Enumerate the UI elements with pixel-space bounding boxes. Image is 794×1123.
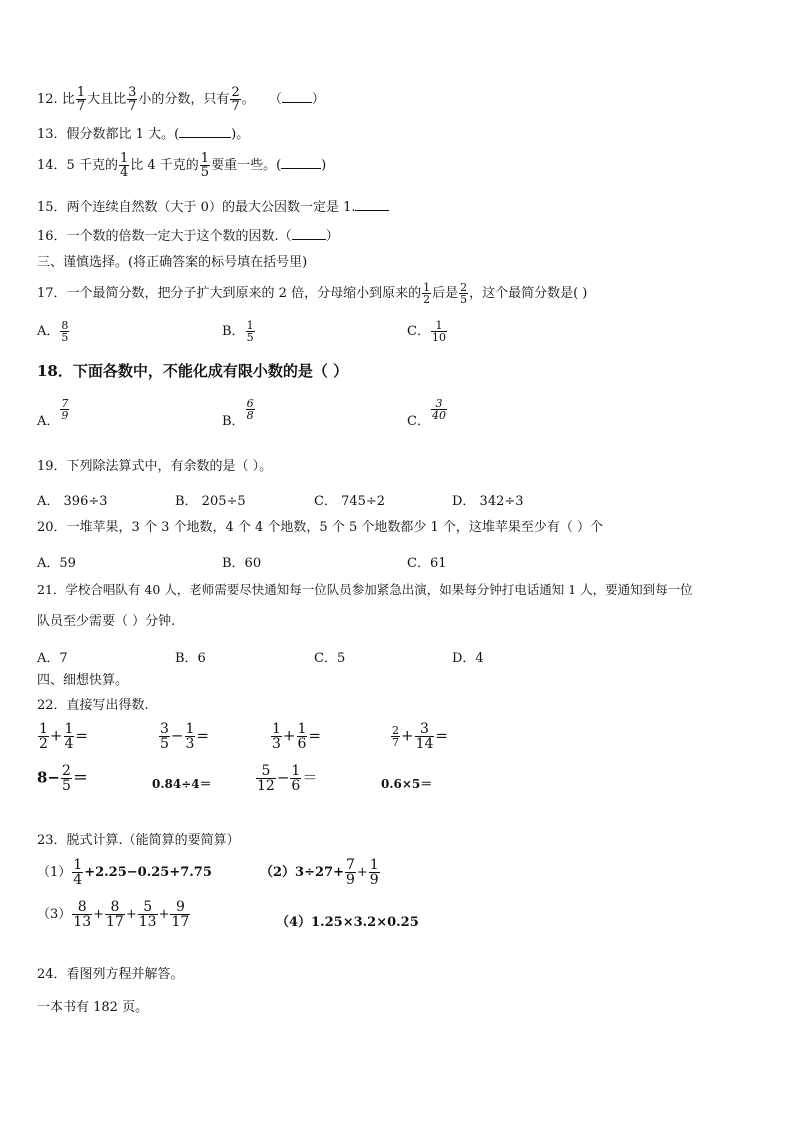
q17-text-2: 后是 <box>432 286 459 301</box>
q17-option-a[interactable]: A． $\frac{8}{5}$ <box>37 319 69 344</box>
q12-paren-right: ） <box>311 92 325 107</box>
q18-option-b-fraction: $\frac{6}{8}$ <box>246 397 254 422</box>
q20-option-c[interactable]: C．61 <box>407 556 447 571</box>
q17-fraction-2: $\frac{2}{5}$ <box>460 281 468 306</box>
q18-option-a[interactable]: A． $\frac{7}{9}$ <box>37 397 69 429</box>
q17-option-b[interactable]: B． $\frac{1}{5}$ <box>222 319 254 344</box>
question-16 <box>37 230 339 243</box>
section-3-heading: 三、谨慎选择。(将正确答案的标号填在括号里) <box>37 255 308 270</box>
q14-text-3: 要重一些。( <box>211 158 282 173</box>
q21-option-a[interactable]: A．7 <box>37 651 68 666</box>
question-21-line-1: 21．学校合唱队有 40 人，老师需要尽快通知每一位队员参加紧急出演，如果每分钟打电话通知 1 人，要通知到每一位 <box>37 582 693 597</box>
q18-option-a-fraction: $\frac{7}{9}$ <box>61 397 69 422</box>
q19-option-a[interactable]: A． 396÷3 <box>37 494 108 509</box>
question-22-title: 22．直接写出得数. <box>37 698 149 713</box>
q22-expr-6: 0.84÷4＝ <box>152 777 212 791</box>
question-23-title: 23．脱式计算.（能简算的要简算） <box>37 833 240 848</box>
q14-text-2: 比 4 千克的 <box>130 158 199 173</box>
q23-expr-3: （3） $\frac{8}{13}$ + $\frac{8}{17}$ + $\frac{5}{13}$ + $\frac{9}{17}$ <box>37 899 190 930</box>
q23-expr-4: （4）1.25×3.2×0.25 <box>276 915 419 930</box>
q15-text: 15．两个连续自然数（大于 0）的最大公因数一定是 1. <box>37 200 356 215</box>
q12-text-2: 大且比 <box>87 92 127 107</box>
q12-paren-left: （ <box>268 92 282 107</box>
q22-expr-5: 8− $\frac{2}{5}$ ＝ <box>37 763 88 794</box>
q14-answer-blank[interactable] <box>281 168 321 169</box>
q17-text-1: 17．一个最简分数，把分子扩大到原来的 2 倍，分母缩小到原来的 <box>37 286 422 301</box>
q12-fraction-3: $\frac{2}{7}$ <box>231 85 240 114</box>
question-14 <box>37 152 326 179</box>
q12-text-4: 。 <box>241 92 255 107</box>
q16-tail: ） <box>325 229 339 244</box>
q13-tail: )。 <box>231 127 250 142</box>
q12-text-1: 比 <box>61 92 75 107</box>
q19-option-b[interactable]: B． 205÷5 <box>175 494 246 509</box>
question-20: 20．一堆苹果，3 个 3 个地数，4 个 4 个地数，5 个 5 个地数都少 1 个，这堆苹果至少有（ ）个 <box>37 520 604 535</box>
q22-expr-4: $\frac{2}{7}$ + $\frac{3}{14}$ = <box>392 721 448 752</box>
question-18 <box>37 364 348 379</box>
q21-option-b[interactable]: B．6 <box>175 651 206 666</box>
q13-text: 13．假分数都比 1 大。( <box>37 127 180 142</box>
q17-fraction-1: $\frac{1}{2}$ <box>423 281 431 306</box>
q12-fraction-1: $\frac{1}{7}$ <box>76 85 86 114</box>
q16-text: 16．一个数的倍数一定大于这个数的因数.（ <box>37 229 292 244</box>
question-15 <box>37 201 389 214</box>
q21-option-d[interactable]: D．4 <box>452 651 484 666</box>
q14-fraction-1: $\frac{1}{4}$ <box>119 151 129 180</box>
q22-expr-8: 0.6×5＝ <box>381 777 433 791</box>
q14-fraction-2: $\frac{1}{5}$ <box>200 151 210 180</box>
q22-expr-2: $\frac{3}{5}$ − $\frac{1}{3}$ = <box>160 721 209 752</box>
q14-text-1: 14．5 千克的 <box>37 158 118 173</box>
question-17 <box>37 282 587 305</box>
q18-option-c[interactable]: C． $\frac{3}{40}$ <box>407 397 446 429</box>
q13-answer-blank[interactable] <box>179 137 231 138</box>
q23-expr-2: （2）3÷27+ $\frac{7}{9}$ + $\frac{1}{9}$ <box>260 857 379 888</box>
q17-text-3: ，这个最简分数是( ) <box>469 286 588 301</box>
q22-expr-7: $\frac{5}{12}$ − $\frac{1}{6}$ ＝ <box>257 763 318 794</box>
q17-option-c-fraction: $\frac{1}{10}$ <box>431 319 446 344</box>
q19-option-d[interactable]: D． 342÷3 <box>452 494 524 509</box>
question-24-text: 一本书有 182 页。 <box>37 1000 149 1015</box>
q15-answer-blank[interactable] <box>355 210 389 211</box>
question-21-line-2: 队员至少需要（ ）分钟. <box>37 614 176 629</box>
question-24-title: 24．看图列方程并解答。 <box>37 967 184 982</box>
q12-number: 12. <box>37 92 58 107</box>
q18-option-b[interactable]: B． $\frac{6}{8}$ <box>222 397 254 429</box>
question-12 <box>37 86 325 113</box>
q12-answer-blank[interactable] <box>282 102 312 103</box>
q18-text: 18．下面各数中，不能化成有限小数的是（ ） <box>37 362 349 380</box>
q18-option-c-fraction: $\frac{3}{40}$ <box>431 397 446 422</box>
q16-answer-blank[interactable] <box>292 239 326 240</box>
q17-option-c[interactable]: C． $\frac{1}{10}$ <box>407 319 446 344</box>
q17-option-a-fraction: $\frac{8}{5}$ <box>61 319 69 344</box>
q21-option-c[interactable]: C．5 <box>314 651 346 666</box>
q14-tail: ) <box>321 158 327 173</box>
q22-expr-3: $\frac{1}{3}$ + $\frac{1}{6}$ = <box>272 721 321 752</box>
q17-option-b-fraction: $\frac{1}{5}$ <box>246 319 254 344</box>
q12-text-3: 小的分数，只有 <box>138 92 230 107</box>
question-13 <box>37 128 249 141</box>
q22-expr-1: $\frac{1}{2}$ + $\frac{1}{4}$ = <box>39 721 88 752</box>
q23-expr-1: （1） $\frac{1}{4}$ +2.25−0.25+7.75 <box>37 857 212 888</box>
q20-option-b[interactable]: B．60 <box>222 556 262 571</box>
q19-option-c[interactable]: C． 745÷2 <box>314 494 386 509</box>
section-4-heading: 四、细想快算。 <box>37 673 129 688</box>
q20-option-a[interactable]: A．59 <box>37 556 76 571</box>
question-19: 19．下列除法算式中，有余数的是（ ）。 <box>37 459 273 474</box>
q12-fraction-2: $\frac{3}{7}$ <box>128 85 137 114</box>
